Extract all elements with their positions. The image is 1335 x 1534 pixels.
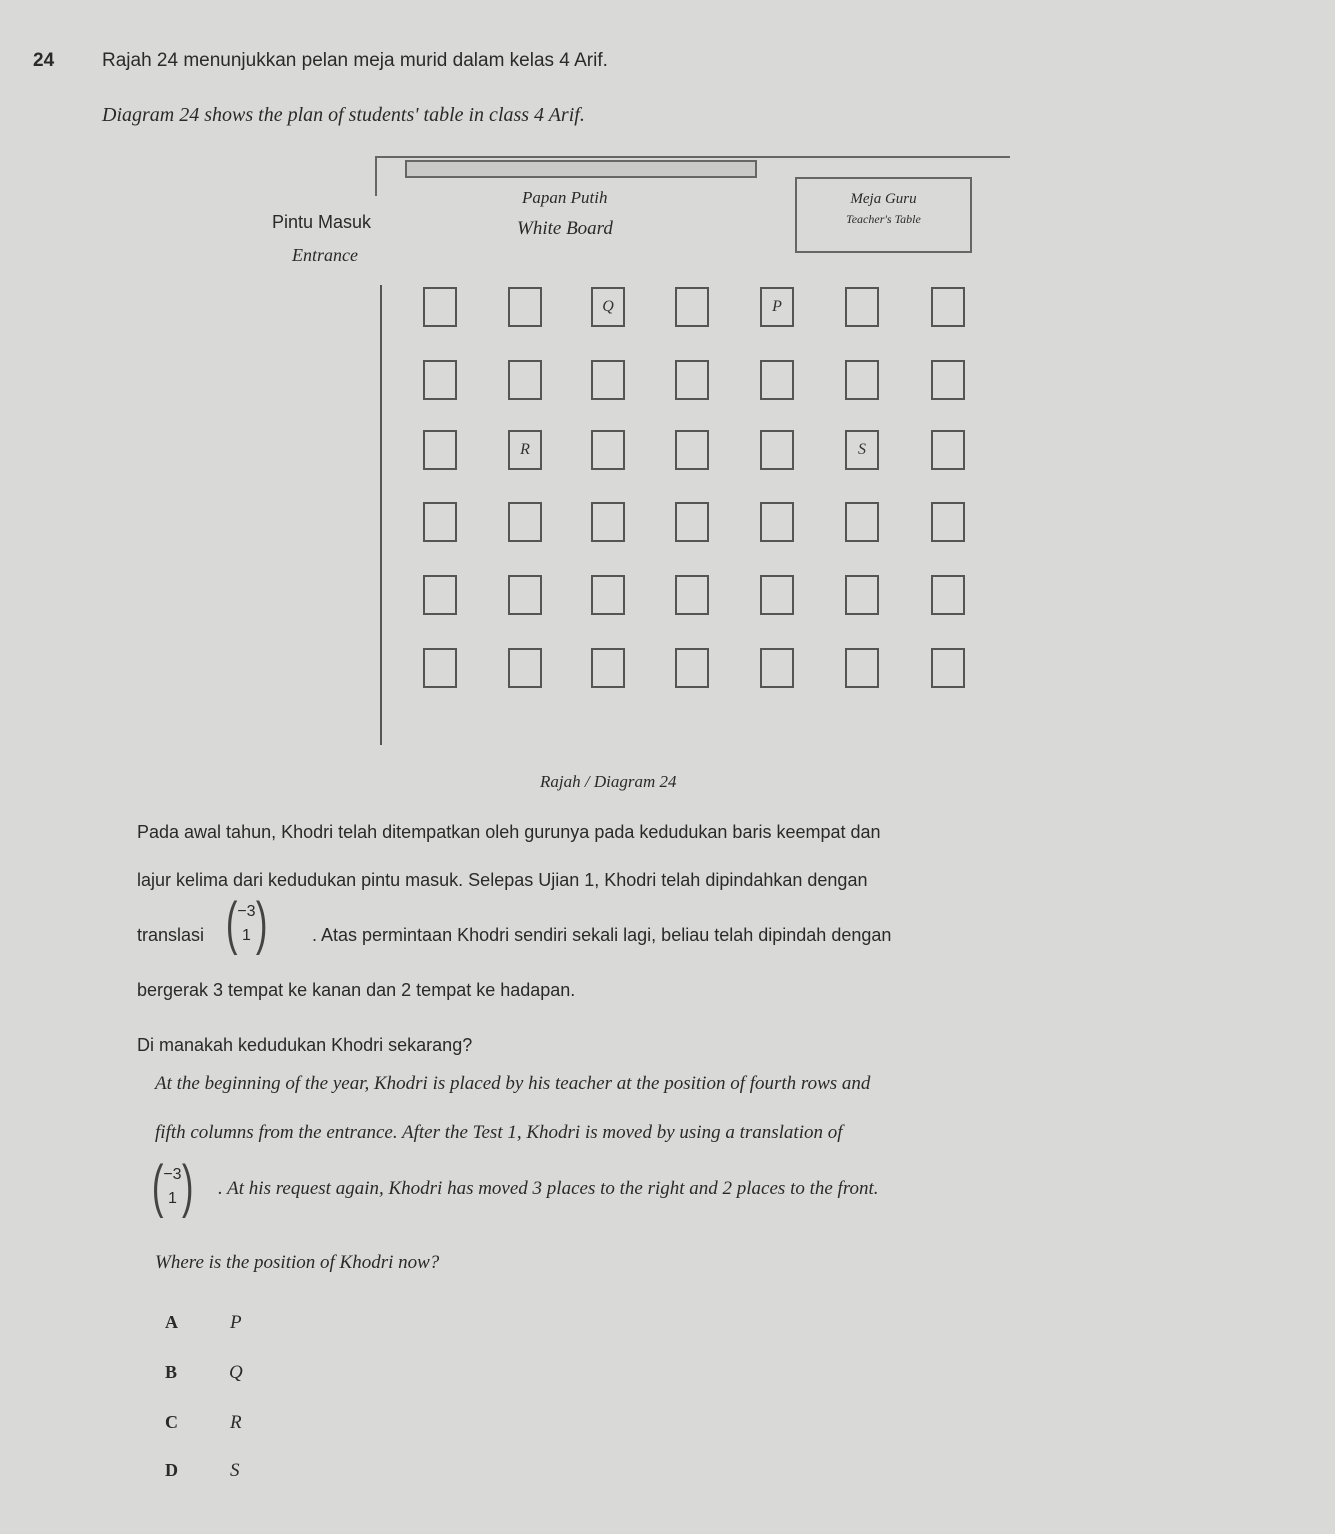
text-ms-line1: Pada awal tahun, Khodri telah ditempatkan oleh gurunya pada kedudukan baris keempat dan <box>137 822 881 842</box>
seat <box>591 360 625 400</box>
teacher-table <box>795 177 972 253</box>
seat <box>845 502 879 542</box>
seat <box>508 287 542 327</box>
seat <box>931 575 965 615</box>
seat <box>760 360 794 400</box>
text-ms-question: Di manakah kedudukan Khodri sekarang? <box>137 1035 473 1055</box>
whiteboard <box>405 160 757 178</box>
seat <box>591 430 625 470</box>
seat <box>760 648 794 688</box>
text-en-line2: fifth columns from the entrance. After the Test 1, Khodri is moved by using a translation of <box>155 1122 843 1143</box>
seat <box>675 575 709 615</box>
seat <box>591 575 625 615</box>
seat <box>845 575 879 615</box>
seat <box>845 648 879 688</box>
seat <box>675 360 709 400</box>
seat-p: P <box>760 287 794 327</box>
teacher-table-label-en: Teacher's Table <box>846 212 921 226</box>
seat <box>760 502 794 542</box>
seat <box>508 502 542 542</box>
text-en-question: Where is the position of Khodri now? <box>155 1252 440 1273</box>
seat <box>423 575 457 615</box>
question-title-ms: Rajah 24 menunjukkan pelan meja murid dalam kelas 4 Arif. <box>102 50 608 71</box>
seat-s: S <box>845 430 879 470</box>
option-a[interactable]: A P <box>165 1312 242 1333</box>
whiteboard-label-en: White Board <box>517 218 613 239</box>
seat <box>591 648 625 688</box>
question-title-en: Diagram 24 shows the plan of students' table in class 4 Arif. <box>102 104 585 126</box>
seat <box>508 575 542 615</box>
seat <box>845 287 879 327</box>
seat <box>760 575 794 615</box>
seat <box>423 502 457 542</box>
entrance-label-ms: Pintu Masuk <box>272 212 372 232</box>
whiteboard-label-ms: Papan Putih <box>522 188 608 207</box>
seat <box>760 430 794 470</box>
translation-vector-ms: ( −3 1 ) <box>225 891 268 956</box>
text-en-line3: . At his request again, Khodri has moved 3 places to the right and 2 places to the front. <box>218 1178 879 1199</box>
seat <box>675 287 709 327</box>
option-b[interactable]: B Q <box>165 1362 243 1383</box>
translation-vector-en: ( −3 1 ) <box>151 1154 194 1219</box>
vector-bottom: 1 <box>242 927 251 944</box>
seat <box>508 360 542 400</box>
entrance-label-en: Entrance <box>292 245 358 265</box>
seat <box>675 502 709 542</box>
side-wall <box>380 285 382 745</box>
option-d[interactable]: D S <box>165 1460 240 1481</box>
seat-r: R <box>508 430 542 470</box>
seat <box>423 430 457 470</box>
diagram-caption: Rajah / Diagram 24 <box>540 772 677 791</box>
vector-top: −3 <box>163 1166 182 1183</box>
seat <box>423 648 457 688</box>
seat <box>845 360 879 400</box>
question-number: 24 <box>33 50 55 71</box>
seat <box>423 287 457 327</box>
vector-top: −3 <box>237 903 256 920</box>
vector-bottom: 1 <box>168 1190 177 1207</box>
text-ms-line3: . Atas permintaan Khodri sendiri sekali lagi, beliau telah dipindah dengan <box>312 925 892 945</box>
seat <box>508 648 542 688</box>
entrance-wall <box>375 156 377 196</box>
option-c[interactable]: C R <box>165 1412 242 1433</box>
text-ms-translasi: translasi <box>137 925 205 945</box>
seat <box>931 287 965 327</box>
front-wall <box>375 156 1010 158</box>
seat <box>423 360 457 400</box>
seat <box>931 648 965 688</box>
text-ms-line4: bergerak 3 tempat ke kanan dan 2 tempat ke hadapan. <box>137 980 576 1000</box>
seat <box>591 502 625 542</box>
seat <box>931 430 965 470</box>
teacher-table-label-ms: Meja Guru <box>850 191 917 207</box>
text-ms-line2: lajur kelima dari kedudukan pintu masuk. Selepas Ujian 1, Khodri telah dipindahkan dengan <box>137 870 868 890</box>
seat <box>675 430 709 470</box>
seat-q: Q <box>591 287 625 327</box>
seat <box>931 502 965 542</box>
seat <box>931 360 965 400</box>
text-en-line1: At the beginning of the year, Khodri is placed by his teacher at the position of fourth rows and <box>155 1073 871 1094</box>
seat <box>675 648 709 688</box>
